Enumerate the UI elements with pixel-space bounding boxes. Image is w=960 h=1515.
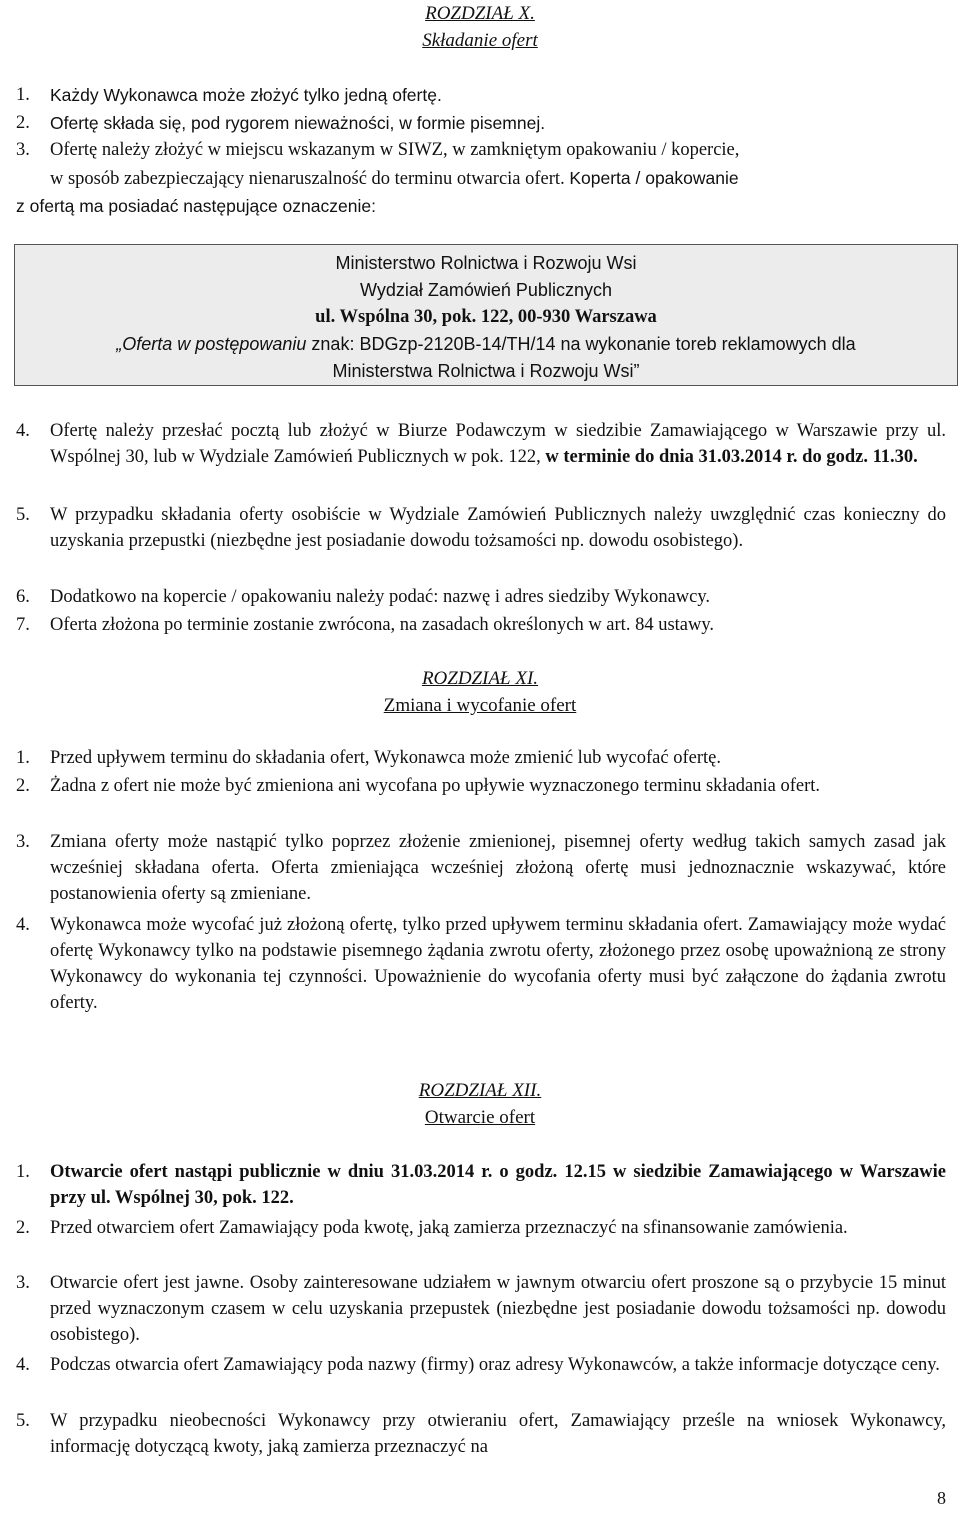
chapter-10-item-3-line-1: Ofertę należy złożyć w miejscu wskazanym w SIWZ, w zamkniętym opakowaniu / kopercie, bbox=[50, 140, 740, 160]
chapter-10-title: ROZDZIAŁ X. bbox=[425, 3, 535, 24]
chapter-10-subtitle: Składanie ofert bbox=[422, 30, 538, 51]
list-item: 5. W przypadku nieobecności Wykonawcy przy otwieraniu ofert, Zamawiający prześle na wniosek Wykonawcy, informację dotyczącą kwoty, jaką zamierza przeznaczyć na bbox=[16, 1411, 946, 1457]
list-item: 6. Dodatkowo na kopercie / opakowaniu należy podać: nazwę i adres siedziby Wykonawcy. bbox=[16, 587, 711, 607]
list-item: 1. Przed upływem terminu do składania ofert, Wykonawca może zmienić lub wycofać ofertę. bbox=[16, 748, 721, 768]
list-item: 4. Podczas otwarcia ofert Zamawiający poda nazwy (firmy) oraz adresy Wykonawców, a także informacje dotyczące ceny. bbox=[16, 1355, 940, 1375]
chapter-10-item-3-line-3: z ofertą ma posiadać następujące oznaczenie: bbox=[16, 196, 376, 216]
document-page: ROZDZIAŁ X. Składanie ofert 1. Każdy Wykonawca może złożyć tylko jedną ofertę. 2. Ofertę składa się, pod rygorem nieważności, w formie pisemnej. 3. Ofertę należy złożyć w miejscu wskazanym w SIWZ, w zamkniętym opakowaniu / kopercie, w sposób zabezpieczający nienaruszalność do terminu otwarcia ofert. Koperta / opakowanie z ofertą ma posiadać następujące oznaczenie: Ministerstwo Rolnictwa i Rozwoju Wsi Wydział Zamówień Publicznych ul. Wspólna 30, pok. 122, 00-930 Warszawa „Oferta w postępowaniu znak: BDGzp-2120B-14/TH/14 na wykonanie toreb reklamowych dla Ministerstwa Rolnictwa i Rozwoju Wsi” 4. Ofertę należy przesłać pocztą lub złożyć w Biurze Podawczym w siedzibie Zamawiającego w Warszawie przy ul. Wspólnej 30, lub w Wydziale Zamówień Publicznych w pok. 122, w terminie do dnia 31.03.2014 r. do godz. 11.30. 5. W przypadku składania oferty osobiście w Wydziale Zamówień Publicznych należy uwzględnić czas konieczny do uzyskania przepustki (niezbędne jest posiadanie dowodu tożsamości np. dowodu osobistego). 6. Dodatkowo na kopercie / opakowaniu należy podać: nazwę i adres siedziby Wykonawcy. 7. Oferta złożona po terminie zostanie zwrócona, na zasadach określonych w art. 84 ustawy. ROZDZIAŁ XI. Zmiana i wycofanie ofert 1. Przed upływem terminu do składania ofert, Wykonawca może zmienić lub wycofać ofertę. 2. Żadna z ofert nie może być zmieniona ani wycofana po upływie wyznaczonego terminu składania ofert. 3. Zmiana oferty może nastąpić tylko poprzez złożenie zmienionej, pisemnej oferty według takich samych zasad jak wcześniej składana oferta. Oferta zmieniająca wcześniej złożoną ofertę musi jednoznacznie wskazywać, które postanowienia oferty są zmieniane. 4. Wykonawca może wycofać już złożoną ofertę, tylko przed upływem terminu składania ofert. Zamawiający może wydać ofertę Wykonawcy tylko na podstawie pisemnego żądania zwrotu oferty, złożonego przez osobę upoważnioną ze strony Wykonawcy do wykonania tej czynności. Upoważnienie do wycofania oferty musi być załączone do żądania zwrotu oferty. ROZDZIAŁ XII. Otwarcie ofert 1. Otwarcie ofert nastąpi publicznie w dniu 31.03.2014 r. o godz. 12.15 w siedzibie Zamawiającego w Warszawie przy ul. Wspólnej 30, pok. 122. 2. Przed otwarciem ofert Zamawiający poda kwotę, jaką zamierza przeznaczyć na sfinansowanie zamówienia. 3. Otwarcie ofert jest jawne. Osoby zainteresowane udziałem w jawnym otwarciu ofert proszone są o przybycie 15 minut przed wyznaczonym czasem w celu uzyskania przepustek (niezbędne jest posiadanie dowodu tożsamości np. dowodu osobistego). 4. Podczas otwarcia ofert Zamawiający poda nazwy (firmy) oraz adresy Wykonawców, a także informacje dotyczące ceny. 5. W przypadku nieobecności Wykonawcy przy otwieraniu ofert, Zamawiający prześle na wniosek Wykonawcy, informację dotyczącą kwoty, jaką zamierza przeznaczyć na 8 bbox=[0, 0, 960, 1515]
chapter-12-subtitle: Otwarcie ofert bbox=[424, 1107, 536, 1128]
envelope-label-box bbox=[14, 244, 958, 386]
list-item: 7. Oferta złożona po terminie zostanie zwrócona, na zasadach określonych w art. 84 ustawy. bbox=[16, 615, 715, 635]
list-item: 4. Wykonawca może wycofać już złożoną ofertę, tylko przed upływem terminu składania ofert. Zamawiający może wydać ofertę Wykonawcy tylko na podstawie pisemnego żądania zwrotu oferty, złożonego przez osobę upoważnioną ze strony Wykonawcy do wykonania tej czynności. Upoważnienie do wycofania oferty musi być załączone do żądania zwrotu oferty. bbox=[16, 915, 946, 1013]
list-item: 2. Przed otwarciem ofert Zamawiający poda kwotę, jaką zamierza przeznaczyć na sfinansowanie zamówienia. bbox=[16, 1218, 848, 1238]
list-item: 5. W przypadku składania oferty osobiście w Wydziale Zamówień Publicznych należy uwzględnić czas konieczny do uzyskania przepustki (niezbędne jest posiadanie dowodu tożsamości np. dowodu osobistego). bbox=[16, 505, 946, 551]
chapter-10-item-3-line-2: w sposób zabezpieczający nienaruszalność do terminu otwarcia ofert. Koperta / opakowanie bbox=[50, 168, 739, 189]
list-item: 2. Żadna z ofert nie może być zmieniona ani wycofana po upływie wyznaczonego terminu składania ofert. bbox=[16, 776, 821, 796]
box-address: ul. Wspólna 30, pok. 122, 00-930 Warszawa bbox=[315, 307, 657, 327]
box-ministry-closing: Ministerstwa Rolnictwa i Rozwoju Wsi” bbox=[332, 361, 640, 381]
box-ministry: Ministerstwo Rolnictwa i Rozwoju Wsi bbox=[335, 253, 637, 273]
box-department: Wydział Zamówień Publicznych bbox=[360, 280, 612, 300]
list-item: 1. Każdy Wykonawca może złożyć tylko jedną ofertę. bbox=[16, 85, 442, 105]
list-item: 3. Zmiana oferty może nastąpić tylko poprzez złożenie zmienionej, pisemnej oferty według takich samych zasad jak wcześniej składana oferta. Oferta zmieniająca wcześniej złożoną ofertę musi jednoznacznie wskazywać, które postanowienia oferty są zmieniane. bbox=[16, 832, 946, 904]
list-item: 3. Otwarcie ofert jest jawne. Osoby zainteresowane udziałem w jawnym otwarciu ofert proszone są o przybycie 15 minut przed wyznaczonym czasem w celu uzyskania przepustek (niezbędne jest posiadanie dowodu tożsamości np. dowodu osobistego). bbox=[16, 1273, 946, 1345]
chapter-12-title: ROZDZIAŁ XII. bbox=[418, 1080, 542, 1101]
chapter-11-title: ROZDZIAŁ XI. bbox=[421, 668, 539, 689]
page-number: 8 bbox=[937, 1488, 946, 1508]
list-item: 2. Ofertę składa się, pod rygorem nieważności, w formie pisemnej. bbox=[16, 113, 546, 133]
chapter-11-subtitle: Zmiana i wycofanie ofert bbox=[383, 695, 577, 716]
box-offer-reference: „Oferta w postępowaniu znak: BDGzp-2120B-14/TH/14 na wykonanie toreb reklamowych dla bbox=[116, 334, 856, 354]
list-item: 1. Otwarcie ofert nastąpi publicznie w dniu 31.03.2014 r. o godz. 12.15 w siedzibie Zamawiającego w Warszawie przy ul. Wspólnej 30, pok. 122. bbox=[16, 1162, 946, 1208]
list-item: 4. Ofertę należy przesłać pocztą lub złożyć w Biurze Podawczym w siedzibie Zamawiającego w Warszawie przy ul. Wspólnej 30, lub w Wydziale Zamówień Publicznych w pok. 122, w terminie do dnia 31.03.2014 r. do godz. 11.30. bbox=[16, 421, 946, 467]
